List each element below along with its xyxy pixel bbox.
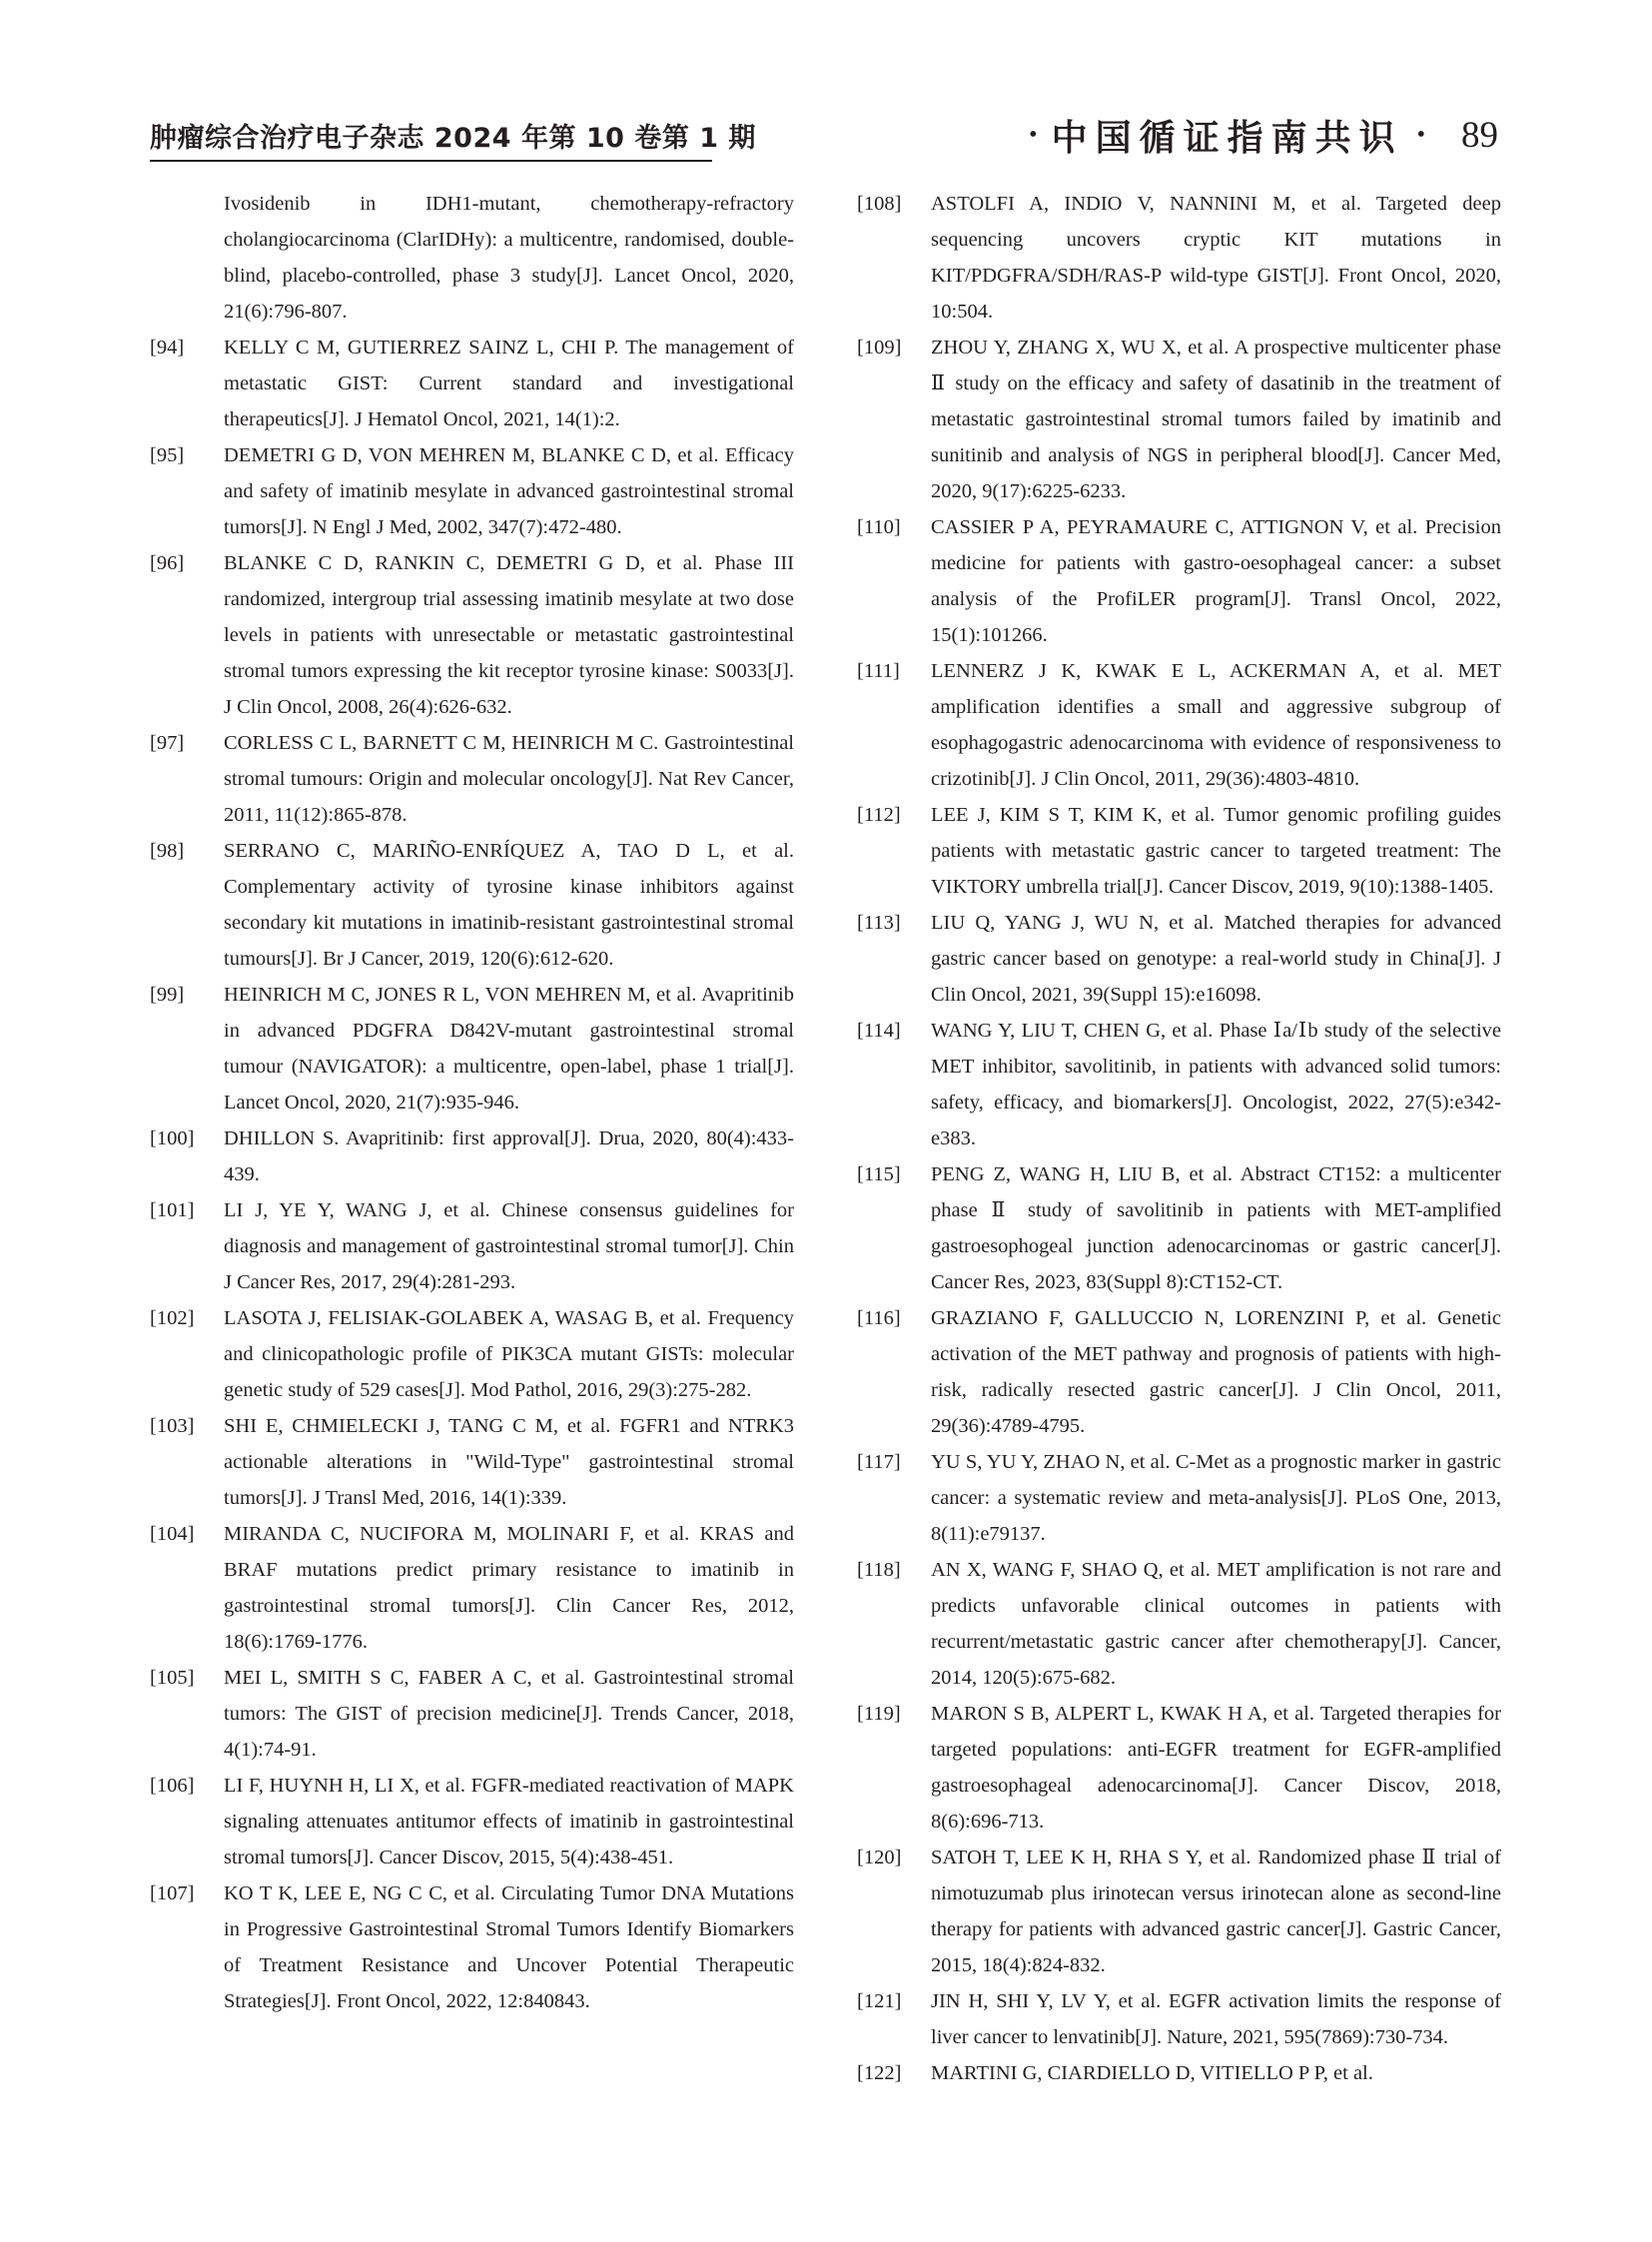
- reference-text: WANG Y, LIU T, CHEN G, et al. Phase Ⅰa/Ⅰb study of the selective MET inhibitor, savolitinib, in patients with advanced solid tumors: safety, efficacy, and biomarkers[J]. Oncologist, 2022, 27(5):e342-e383.: [931, 1020, 1501, 1149]
- reference-item: [857, 905, 1501, 1013]
- reference-number: [121]: [857, 1990, 902, 2012]
- bullet-dot: •: [1029, 122, 1038, 148]
- reference-text: Ivosidenib in IDH1-mutant, chemotherapy-refractory cholangiocarcinoma (ClarIDHy): a multicentre, randomised, double-blind, placebo-controlled, phase 3 study[J]. Lancet Oncol, 2020, 21(6):796-807.: [224, 193, 794, 323]
- reference-text: LENNERZ J K, KWAK E L, ACKERMAN A, et al. MET amplification identifies a small and aggressive subgroup of esophagogastric adenocarcinoma with evidence of responsiveness to crizotinib[J]. J Clin Oncol, 2011, 29(36):4803-4810.: [931, 660, 1501, 790]
- reference-item: [150, 977, 794, 1121]
- reference-number: [122]: [857, 2062, 902, 2084]
- reference-number: [104]: [150, 1523, 195, 1545]
- reference-text: ASTOLFI A, INDIO V, NANNINI M, et al. Targeted deep sequencing uncovers cryptic KIT mutations in KIT/PDGFRA/SDH/RAS-P wild-type GIST[J]. Front Oncol, 2020, 10:504.: [931, 193, 1501, 323]
- reference-number: [98]: [150, 840, 185, 862]
- reference-number: [114]: [857, 1020, 901, 1042]
- reference-text: KELLY C M, GUTIERREZ SAINZ L, CHI P. The management of metastatic GIST: Current standard and investigational therapeutics[J]. J Hematol Oncol, 2021, 14(1):2.: [224, 337, 794, 430]
- reference-number: [106]: [150, 1775, 195, 1797]
- reference-number: [116]: [857, 1307, 901, 1329]
- reference-column-right: [857, 186, 1501, 2091]
- reference-number: [117]: [857, 1451, 901, 1473]
- reference-text: HEINRICH M C, JONES R L, VON MEHREN M, et al. Avapritinib in advanced PDGFRA D842V-mutant gastrointestinal stromal tumour (NAVIGATOR): a multicentre, open-label, phase 1 trial[J]. Lancet Oncol, 2020, 21(7):935-946.: [224, 984, 794, 1114]
- reference-text: SERRANO C, MARIÑO-ENRÍQUEZ A, TAO D L, et al. Complementary activity of tyrosine kinase inhibitors against secondary kit mutations in imatinib-resistant gastrointestinal stromal tumours[J]. Br J Cancer, 2019, 120(6):612-620.: [224, 840, 794, 970]
- reference-text: AN X, WANG F, SHAO Q, et al. MET amplification is not rare and predicts unfavorable clinical outcomes in patients with recurrent/metastatic gastric cancer after chemotherapy[J]. Cancer, 2014, 120(5):675-682.: [931, 1559, 1501, 1689]
- journal-header: 肿瘤综合治疗电子杂志 2024 年第 10 卷第 1 期: [150, 123, 756, 154]
- reference-text: YU S, YU Y, ZHAO N, et al. C-Met as a prognostic marker in gastric cancer: a systematic review and meta-analysis[J]. PLoS One, 2013, 8(11):e79137.: [931, 1451, 1501, 1545]
- reference-item: [857, 653, 1501, 797]
- reference-item: [857, 1552, 1501, 1696]
- reference-number: [110]: [857, 516, 901, 538]
- reference-item: [857, 1444, 1501, 1552]
- reference-number: [150, 186, 224, 330]
- reference-text: KO T K, LEE E, NG C C, et al. Circulating Tumor DNA Mutations in Progressive Gastrointestinal Stromal Tumors Identify Biomarkers of Treatment Resistance and Uncover Potential Therapeutic Strategies[J]. Front Oncol, 2022, 12:840843.: [224, 1882, 794, 2012]
- reference-item: [857, 797, 1501, 905]
- reference-number: [95]: [150, 444, 185, 466]
- section-title: 中国循证指南共识: [1051, 117, 1403, 159]
- reference-item: [150, 1408, 794, 1516]
- reference-text: SHI E, CHMIELECKI J, TANG C M, et al. FGFR1 and NTRK3 actionable alterations in "Wild-Type" gastrointestinal stromal tumors[J]. J Transl Med, 2016, 14(1):339.: [224, 1415, 794, 1509]
- reference-number: [109]: [857, 337, 902, 359]
- reference-number: [102]: [150, 1307, 195, 1329]
- reference-number: [105]: [150, 1667, 195, 1689]
- reference-number: [120]: [857, 1847, 902, 1868]
- reference-text: LEE J, KIM S T, KIM K, et al. Tumor genomic profiling guides patients with metastatic gastric cancer to targeted treatment: The VIKTORY umbrella trial[J]. Cancer Discov, 2019, 9(10):1388-1405.: [931, 804, 1501, 898]
- reference-item: [150, 725, 794, 833]
- bullet-dot: •: [1416, 122, 1425, 148]
- reference-number: [103]: [150, 1415, 195, 1437]
- reference-item: [150, 545, 794, 725]
- reference-text: ZHOU Y, ZHANG X, WU X, et al. A prospective multicenter phase Ⅱ study on the efficacy and safety of dasatinib in the treatment of metastatic gastrointestinal stromal tumors failed by imatinib and sunitinib and analysis of NGS in peripheral blood[J]. Cancer Med, 2020, 9(17):6225-6233.: [931, 337, 1501, 502]
- reference-text: LIU Q, YANG J, WU N, et al. Matched therapies for advanced gastric cancer based on genotype: a real-world study in China[J]. J Clin Oncol, 2021, 39(Suppl 15):e16098.: [931, 912, 1501, 1006]
- reference-item: [150, 1192, 794, 1300]
- reference-item: [857, 1983, 1501, 2055]
- reference-number: [101]: [150, 1199, 195, 1221]
- reference-number: [97]: [150, 732, 185, 754]
- reference-text: CASSIER P A, PEYRAMAURE C, ATTIGNON V, et al. Precision medicine for patients with gastro-oesophageal cancer: a subset analysis of the ProfiLER program[J]. Transl Oncol, 2022, 15(1):101266.: [931, 516, 1501, 646]
- reference-item: [150, 1516, 794, 1660]
- reference-item: [857, 1840, 1501, 1983]
- page-number: 89: [1461, 115, 1498, 156]
- reference-text: MARON S B, ALPERT L, KWAK H A, et al. Targeted therapies for targeted populations: anti-EGFR treatment for EGFR-amplified gastroesophageal adenocarcinoma[J]. Cancer Discov, 2018, 8(6):696-713.: [931, 1703, 1501, 1833]
- reference-item: [857, 2055, 1501, 2091]
- reference-text: GRAZIANO F, GALLUCCIO N, LORENZINI P, et al. Genetic activation of the MET pathway and prognosis of patients with high-risk, radically resected gastric cancer[J]. J Clin Oncol, 2011, 29(36):4789-4795.: [931, 1307, 1501, 1437]
- reference-number: [96]: [150, 552, 185, 574]
- reference-text: SATOH T, LEE K H, RHA S Y, et al. Randomized phase Ⅱ trial of nimotuzumab plus irinotecan versus irinotecan alone as second-line therapy for patients with advanced gastric cancer[J]. Gastric Cancer, 2015, 18(4):824-832.: [931, 1847, 1501, 1976]
- reference-item: [150, 186, 794, 330]
- reference-text: DEMETRI G D, VON MEHREN M, BLANKE C D, et al. Efficacy and safety of imatinib mesylate in advanced gastrointestinal stromal tumors[J]. N Engl J Med, 2002, 347(7):472-480.: [224, 444, 794, 538]
- reference-item: [150, 1768, 794, 1875]
- header-rule: [150, 160, 712, 162]
- reference-text: PENG Z, WANG H, LIU B, et al. Abstract CT152: a multicenter phase Ⅱ study of savolitinib in patients with MET-amplified gastroesophogeal junction adenocarcinomas or gastric cancer[J]. Cancer Res, 2023, 83(Suppl 8):CT152-CT.: [931, 1163, 1501, 1293]
- reference-text: MARTINI G, CIARDIELLO D, VITIELLO P P, et al.: [931, 2062, 1373, 2084]
- reference-text: MIRANDA C, NUCIFORA M, MOLINARI F, et al. KRAS and BRAF mutations predict primary resistance to imatinib in gastrointestinal stromal tumors[J]. Clin Cancer Res, 2012, 18(6):1769-1776.: [224, 1523, 794, 1653]
- reference-item: [150, 330, 794, 437]
- reference-item: [857, 330, 1501, 509]
- reference-number: [94]: [150, 337, 185, 359]
- reference-item: [150, 833, 794, 977]
- reference-number: [119]: [857, 1703, 901, 1725]
- reference-item: [150, 1660, 794, 1768]
- reference-number: [113]: [857, 912, 901, 934]
- reference-text: LI J, YE Y, WANG J, et al. Chinese consensus guidelines for diagnosis and management of gastrointestinal stromal tumor[J]. Chin J Cancer Res, 2017, 29(4):281-293.: [224, 1199, 794, 1293]
- reference-text: LI F, HUYNH H, LI X, et al. FGFR-mediated reactivation of MAPK signaling attenuates antitumor effects of imatinib in gastrointestinal stromal tumors[J]. Cancer Discov, 2015, 5(4):438-451.: [224, 1775, 794, 1868]
- reference-item: [857, 1300, 1501, 1444]
- reference-number: [111]: [857, 660, 900, 682]
- reference-item: [150, 437, 794, 545]
- reference-number: [100]: [150, 1127, 195, 1149]
- reference-number: [99]: [150, 984, 185, 1006]
- reference-item: [150, 1121, 794, 1192]
- reference-item: [857, 1013, 1501, 1156]
- reference-number: [108]: [857, 193, 902, 215]
- reference-number: [115]: [857, 1163, 901, 1185]
- reference-text: BLANKE C D, RANKIN C, DEMETRI G D, et al. Phase III randomized, intergroup trial assessing imatinib mesylate at two dose levels in patients with unresectable or metastatic gastrointestinal stromal tumors expressing the kit receptor tyrosine kinase: S0033[J]. J Clin Oncol, 2008, 26(4):626-632.: [224, 552, 794, 718]
- reference-number: [107]: [150, 1882, 195, 1904]
- reference-item: [150, 1300, 794, 1408]
- reference-text: JIN H, SHI Y, LV Y, et al. EGFR activation limits the response of liver cancer to lenvatinib[J]. Nature, 2021, 595(7869):730-734.: [931, 1990, 1501, 2048]
- reference-text: DHILLON S. Avapritinib: first approval[J]. Drua, 2020, 80(4):433-439.: [224, 1127, 794, 1185]
- reference-item: [857, 186, 1501, 330]
- reference-item: [857, 509, 1501, 653]
- reference-item: [857, 1156, 1501, 1300]
- reference-column-left: [150, 186, 794, 2019]
- reference-item: [857, 1696, 1501, 1840]
- reference-text: MEI L, SMITH S C, FABER A C, et al. Gastrointestinal stromal tumors: The GIST of precision medicine[J]. Trends Cancer, 2018, 4(1):74-91.: [224, 1667, 794, 1761]
- reference-item: [150, 1875, 794, 2019]
- reference-number: [112]: [857, 804, 901, 826]
- reference-text: CORLESS C L, BARNETT C M, HEINRICH M C. Gastrointestinal stromal tumours: Origin and molecular oncology[J]. Nat Rev Cancer, 2011, 11(12):865-878.: [224, 732, 794, 826]
- reference-number: [118]: [857, 1559, 901, 1581]
- section-header: [1015, 110, 1498, 161]
- reference-text: LASOTA J, FELISIAK-GOLABEK A, WASAG B, et al. Frequency and clinicopathologic profile of PIK3CA mutant GISTs: molecular genetic study of 529 cases[J]. Mod Pathol, 2016, 29(3):275-282.: [224, 1307, 794, 1401]
